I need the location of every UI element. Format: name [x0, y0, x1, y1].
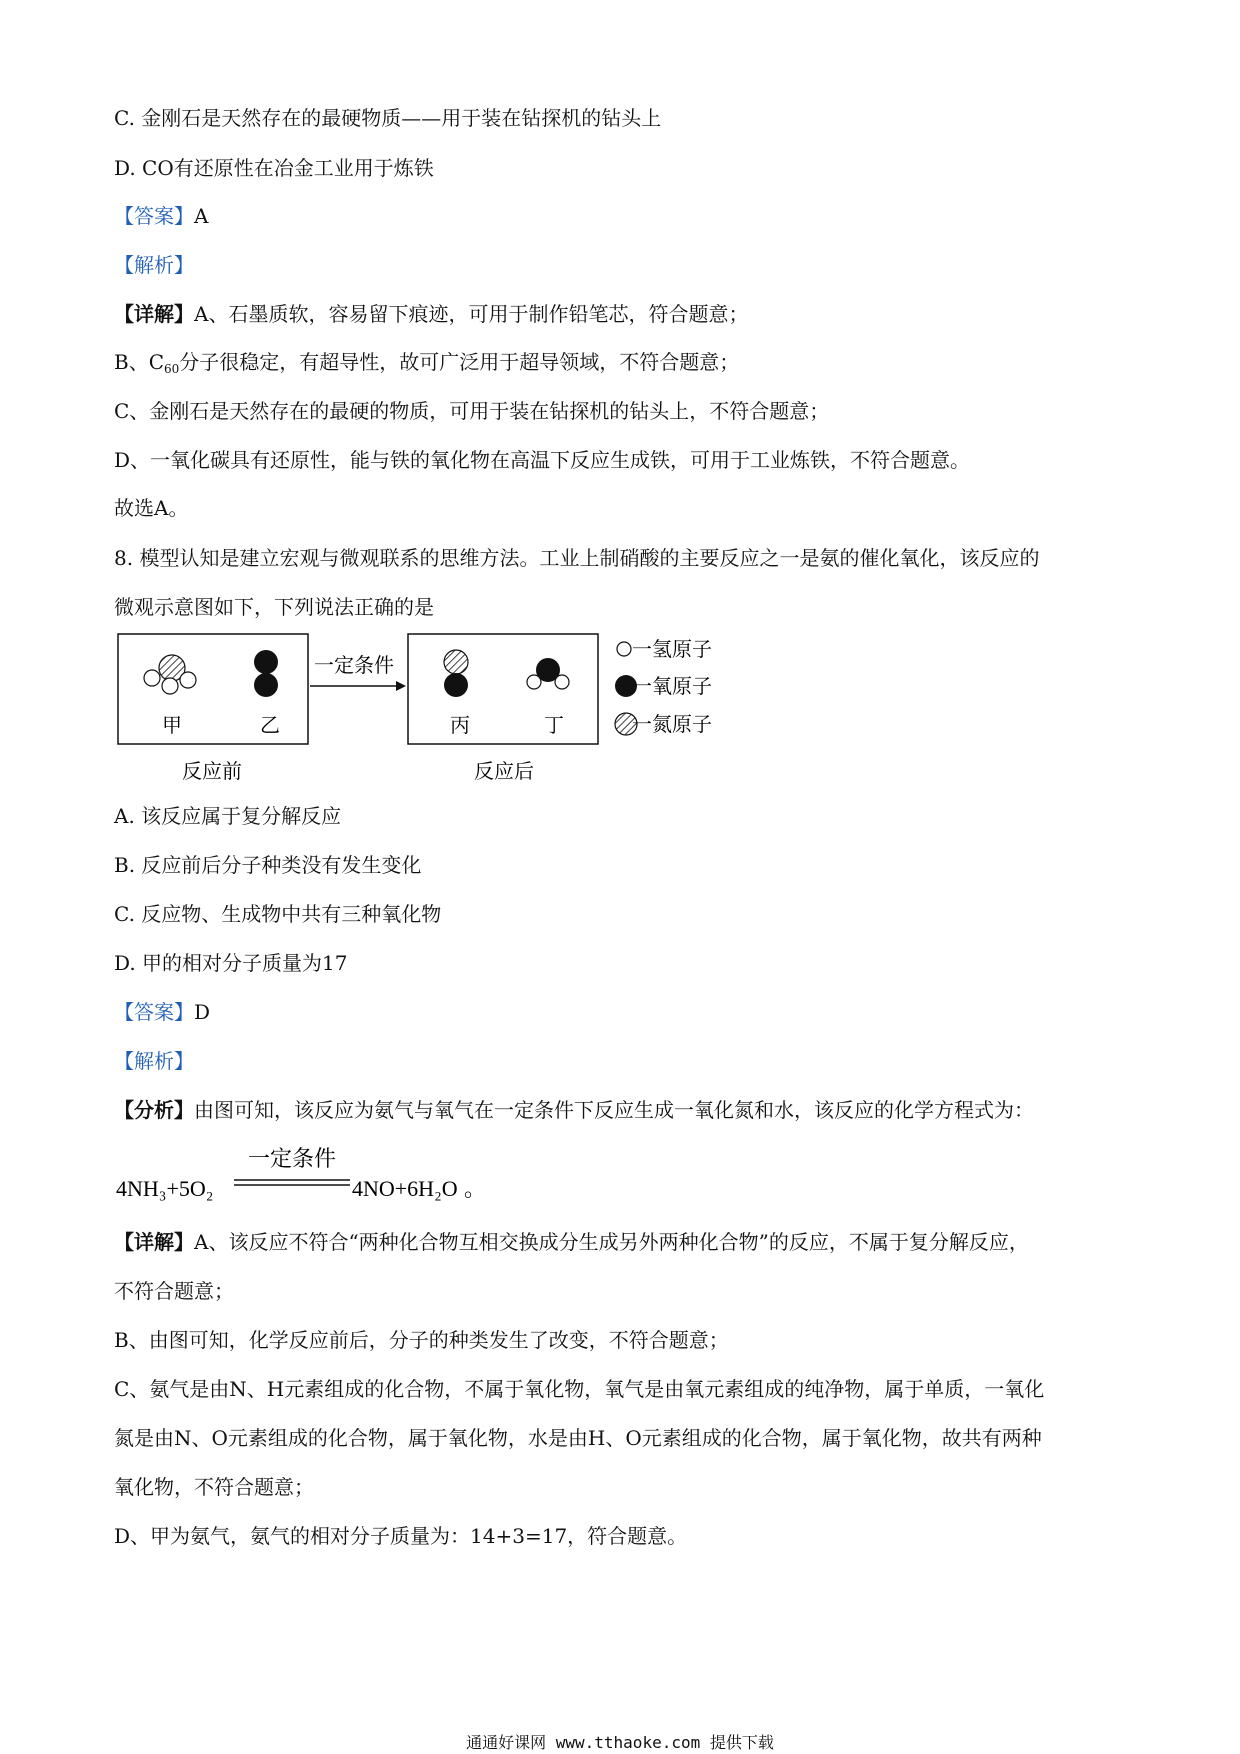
- legend-nitrogen: [615, 712, 712, 736]
- answer-value: A: [194, 204, 209, 228]
- q7-answer: [114, 206, 208, 226]
- q8-option-d: D. 甲的相对分子质量为17: [114, 951, 348, 975]
- q8-stem-line2: 微观示意图如下，下列说法正确的是: [114, 595, 434, 619]
- label-yi: 乙: [260, 713, 280, 737]
- q8-detail-b: B、由图可知，化学反应前后，分子的种类发生了改变，不符合题意；: [114, 1328, 729, 1352]
- q8-fenxi: [114, 1100, 1034, 1120]
- equation-right: 4NO+6H₂O: [352, 1176, 458, 1201]
- molecule-yi: [254, 650, 278, 697]
- q8-detail-d: D、甲为氨气，氨气的相对分子质量为：14+3=17，符合题意。: [114, 1524, 688, 1548]
- equation-tail: 。: [464, 1176, 487, 1201]
- equation-left: 4NH₃+5O₂: [116, 1176, 214, 1201]
- chemical-equation: [110, 1140, 490, 1210]
- label-jia: 甲: [162, 713, 182, 737]
- fenxi-text: 由图可知，该反应为氨气与氧气在一定条件下反应生成一氧化氮和水，该反应的化学方程式为：: [194, 1098, 1034, 1122]
- molecule-ding: [527, 658, 569, 689]
- label-before: 反应前: [182, 759, 242, 783]
- detail-tag: 【详解】: [114, 302, 194, 326]
- after-box: [408, 634, 598, 744]
- q7-option-c: C. 金刚石是天然存在的最硬物质——用于装在钻探机的钻头上: [114, 106, 662, 130]
- label-ding: 丁: [544, 713, 564, 737]
- q8-detail-a2: 不符合题意；: [114, 1279, 234, 1303]
- answer-tag: 【答案】: [114, 1000, 194, 1024]
- answer-tag: 【答案】: [114, 204, 194, 228]
- molecule-jia: [144, 655, 196, 694]
- legend-n-text: 一氮原子: [632, 712, 712, 736]
- q7-detail-b: [114, 352, 739, 375]
- label-bing: 丙: [450, 713, 470, 737]
- q8-answer: [114, 1002, 210, 1022]
- q7-detail-d: D、一氧化碳具有还原性，能与铁的氧化物在高温下反应生成铁，可用于工业炼铁，不符合题意。: [114, 448, 971, 472]
- legend-oxygen: [615, 674, 712, 698]
- legend-o-text: 一氧原子: [632, 674, 712, 698]
- detail-text: A、石墨质软，容易留下痕迹，可用于制作铅笔芯，符合题意；: [194, 302, 749, 326]
- label-after: 反应后: [474, 759, 534, 783]
- q8-stem-line1: 8. 模型认知是建立宏观与微观联系的思维方法。工业上制硝酸的主要反应之一是氨的催化氧化，该反应的: [114, 546, 1040, 570]
- q7-detail-c: C、金刚石是天然存在的最硬的物质，可用于装在钻探机的钻头上，不符合题意；: [114, 399, 830, 423]
- q8-option-a: A. 该反应属于复分解反应: [114, 804, 342, 828]
- q8-detail-a1: [114, 1232, 1029, 1252]
- legend-hydrogen: [617, 637, 712, 661]
- answer-value: D: [194, 1000, 211, 1024]
- q8-detail-c1: C、氨气是由N、H元素组成的化合物，不属于氧化物，氧气是由氧元素组成的纯净物，属于单质，一氧化: [114, 1377, 1045, 1401]
- fenxi-tag: 【分析】: [114, 1098, 194, 1122]
- reaction-diagram: [114, 630, 754, 790]
- molecule-bing: [444, 650, 468, 697]
- detail-b-post: 分子很稳定，有超导性，故可广泛用于超导领域，不符合题意；: [179, 350, 740, 374]
- q8-option-b: B. 反应前后分子种类没有发生变化: [114, 853, 422, 877]
- legend-h-text: 一氢原子: [632, 637, 712, 661]
- detail-b-sub: 60: [164, 362, 180, 376]
- q8-detail-c2: 氮是由N、O元素组成的化合物，属于氧化物，水是由H、O元素组成的化合物，属于氧化物，故共有两种: [114, 1426, 1042, 1450]
- q8-analysis-tag: 【解析】: [114, 1049, 194, 1073]
- arrow-head: [396, 681, 406, 691]
- detail-a1-text: A、该反应不符合“两种化合物互相交换成分生成另外两种化合物”的反应，不属于复分解反应，: [194, 1230, 1029, 1254]
- q7-analysis-tag: 【解析】: [114, 253, 194, 277]
- q8-detail-c3: 氧化物，不符合题意；: [114, 1475, 314, 1499]
- detail-tag: 【详解】: [114, 1230, 194, 1254]
- detail-b-pre: B、C: [114, 350, 164, 374]
- arrow-condition: 一定条件: [314, 653, 394, 677]
- q8-option-c: C. 反应物、生成物中共有三种氧化物: [114, 902, 442, 926]
- q7-detail-a: [114, 304, 748, 324]
- page-footer: 通通好课网 www.tthaoke.com 提供下载: [466, 1733, 774, 1752]
- equation-condition: 一定条件: [247, 1147, 337, 1172]
- q7-conclusion: 故选A。: [114, 496, 189, 520]
- q7-option-d: D. CO有还原性在冶金工业用于炼铁: [114, 156, 434, 180]
